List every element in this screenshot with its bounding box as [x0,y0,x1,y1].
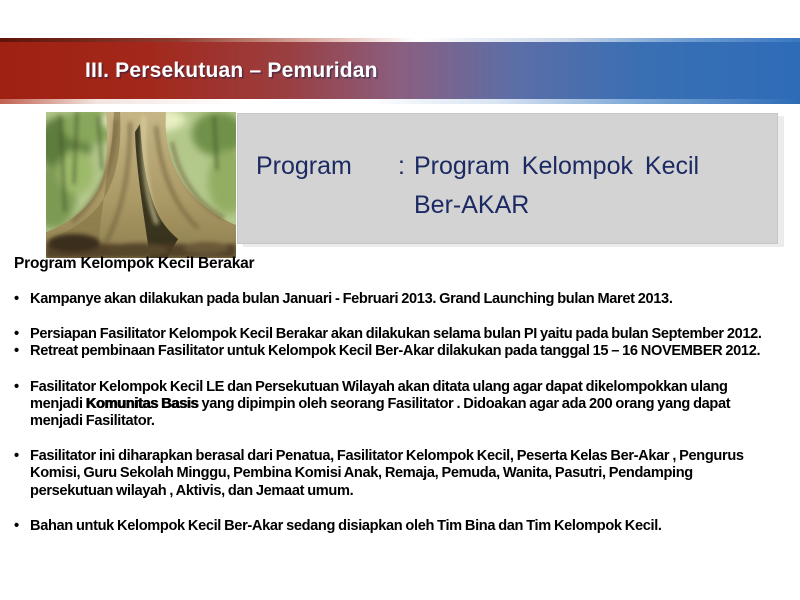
bullet-text-segment: Retreat pembinaan Fasilitator untuk Kelompok Kecil Ber-Akar dilakukan pada tanggal 15 – 16 NOVEMBER 2012. [30,343,761,360]
bullet-item [14,326,778,343]
bullet-marker: • [14,517,19,534]
program-value: Program Kelompok Kecil Ber-AKAR [414,152,700,219]
slide-body [14,255,778,535]
bullet-text [30,326,778,343]
bullet-text-segment: Fasilitator ini diharapkan berasal dari Penatua, Fasilitator Kelompok Kecil, Peserta Kelas Ber-Akar , Pengurus Komisi, Guru Sekolah Minggu, Pembina Komisi Anak, Remaja, Pemuda, Wanita, Pasutri, Pendamping persekutuan wilayah , Aktivis, dan Jemaat umum. [30,448,744,499]
bullet-text [30,291,778,308]
slide-title: III. Persekutuan – Pemuridan [85,58,378,82]
bullet-list [14,291,778,535]
bullet-marker: • [14,343,19,360]
bullet-marker: • [14,378,19,395]
body-heading: Program Kelompok Kecil Berakar [14,255,255,272]
bullet-item [14,379,778,431]
bullet-text-segment: Bahan untuk Kelompok Kecil Ber-Akar sedang disiapkan oleh Tim Bina dan Tim Kelompok Kecil. [30,517,662,534]
bullet-text-emphasis: Komunitas Basis [85,395,199,412]
tree-illustration [46,112,236,258]
bullet-text-segment: yang dipimpin oleh seorang Fasilitator . Didoakan agar ada 200 orang yang dapat menjadi Fasilitator. [30,395,731,430]
bullet-item [14,518,778,535]
bullet-text-segment: Fasilitator Kelompok Kecil LE dan Persekutuan Wilayah akan ditata ulang agar dapat dikelompokkan ulang menjadi [30,378,728,412]
program-colon: : [398,152,405,180]
header-bar [0,42,800,99]
bullet-marker: • [14,448,19,465]
slide-header [0,38,800,104]
bullet-item [14,291,778,308]
bullet-text [30,379,778,431]
bullet-text [30,343,778,360]
bullet-item [14,343,778,360]
program-box [237,113,778,244]
bullet-text-segment: Persiapan Fasilitator Kelompok Kecil Berakar akan dilakukan selama bulan PI yaitu pada bulan September 2012. [30,326,762,343]
bullet-text [30,518,778,535]
bullet-text-segment: Kampanye akan dilakukan pada bulan Januari - Februari 2013. Grand Launching bulan Maret 2013. [30,291,673,307]
program-label: Program [256,152,352,180]
bullet-marker: • [14,326,19,343]
bullet-item [14,448,778,500]
header-bottom-edge [0,99,800,104]
tree-photo [46,112,236,258]
bullet-text [30,448,778,500]
bullet-marker: • [14,291,19,307]
